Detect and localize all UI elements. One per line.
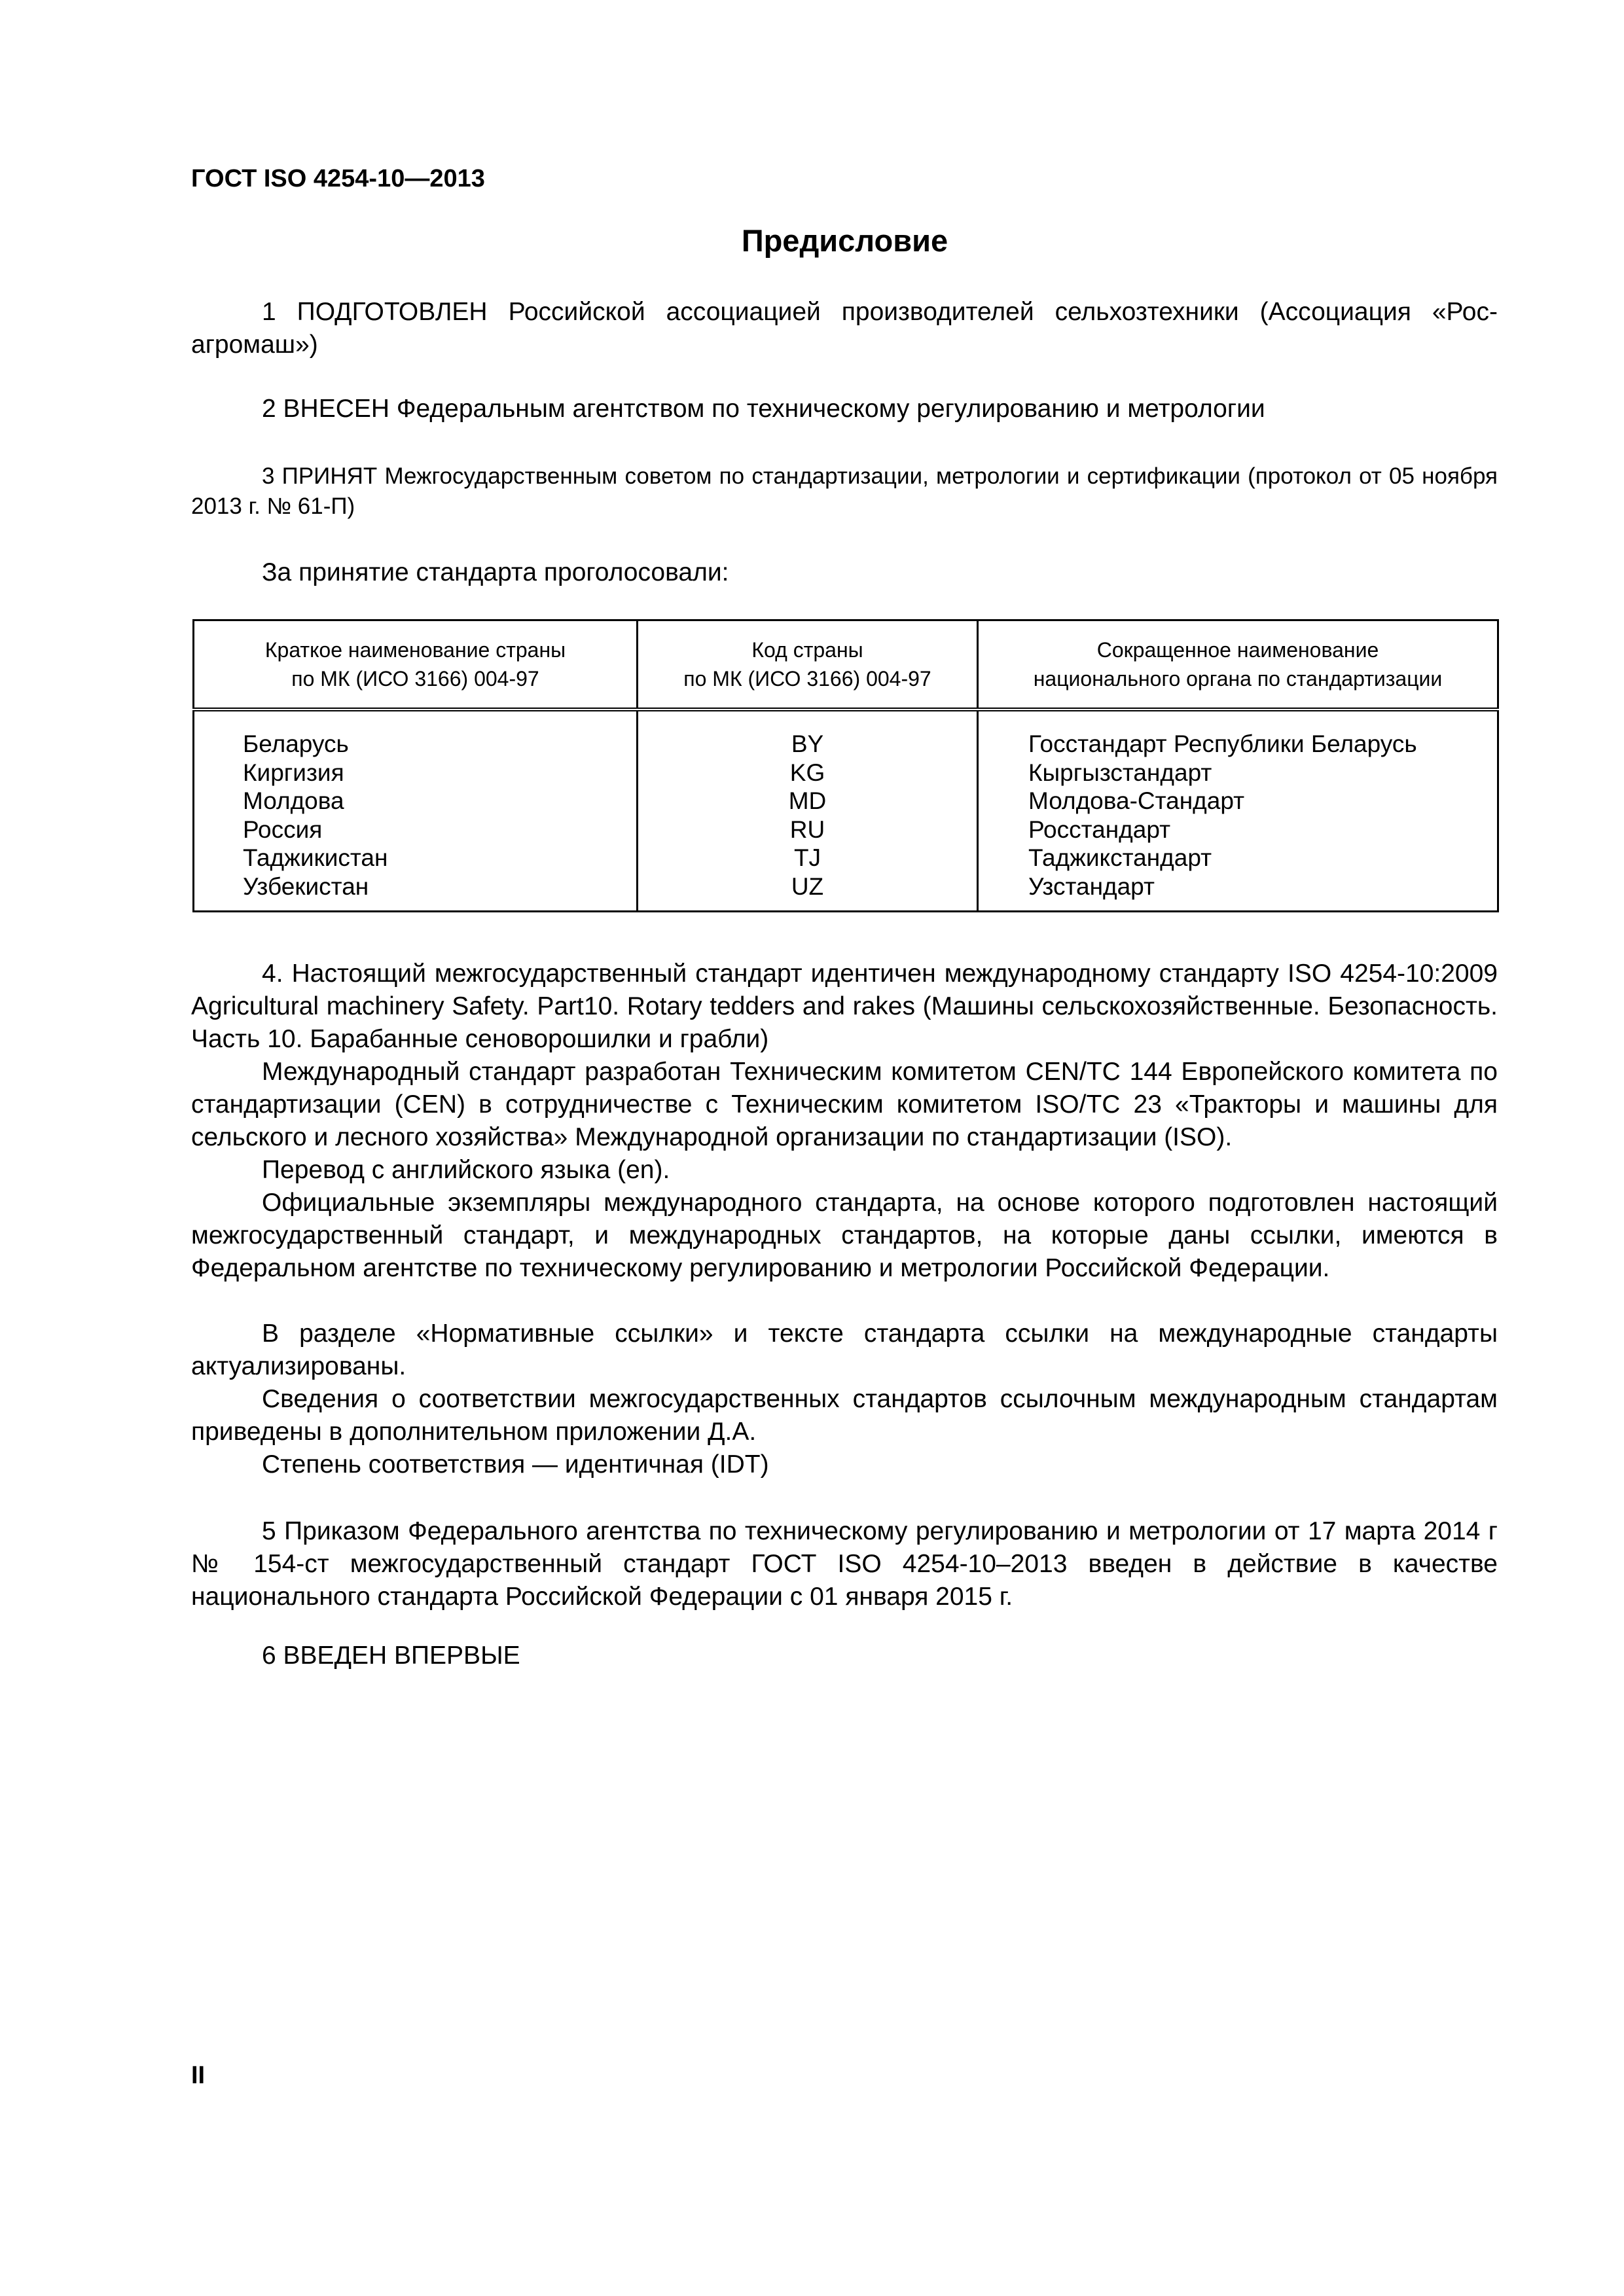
country-code: MD [788, 787, 827, 815]
country-name: Узбекистан [243, 872, 369, 900]
header-country-code-line2: по МК (ИСО 3166) 004-97 [683, 667, 931, 691]
header-country-name-line1: Краткое наименование страны [264, 638, 566, 662]
country-codes-cell [638, 709, 978, 911]
header-national-organ-line1: Сокращенное наименование [1096, 638, 1379, 662]
national-organ: Кыргызстандарт [1028, 759, 1212, 786]
country-name: Беларусь [243, 730, 349, 757]
header-national-organ-line2: национального органа по стандартизации [1033, 667, 1443, 691]
country-names-cell [194, 709, 638, 911]
document-code-header: ГОСТ ISO 4254-10—2013 [191, 165, 485, 192]
page-number: II [191, 2062, 206, 2089]
national-organ: Госстандарт Республики Беларусь [1028, 730, 1417, 757]
header-country-code [638, 620, 978, 710]
national-organ: Узстандарт [1028, 872, 1155, 900]
country-name: Киргизия [243, 759, 344, 786]
national-organ: Таджикстандарт [1028, 844, 1212, 872]
country-name: Молдова [243, 787, 344, 815]
item-1-prepared: 1 ПОДГОТОВЛЕН Российской ассоциацией производителей сельхозтехники (Ассоциация «Рос-агромаш») [191, 298, 1498, 359]
item-4-identity: 4. Настоящий межгосударственный стандарт идентичен международному стандарту ISO 4254-10:2009 Agricultural machinery Safety. Part10. Rotary tedders and rakes (Машины сельскохозяйственные. Безопасность. Часть 10. Барабанные сеноворошилки и грабли) [191, 960, 1498, 1053]
table-header-row [194, 620, 1498, 710]
header-national-organ [978, 620, 1498, 710]
item-4-degree: Степень соответствия — идентичная (IDT) [262, 1450, 769, 1479]
table-body-row [194, 709, 1498, 911]
item-2-introduced: 2 ВНЕСЕН Федеральным агентством по техническому регулированию и метрологии [262, 395, 1265, 423]
item-3-adopted: 3 ПРИНЯТ Межгосударственным советом по стандартизации, метрологии и сертификации (протокол от 05 ноября 2013 г. № 61-П) [191, 463, 1498, 519]
header-country-name [194, 620, 638, 710]
vote-intro: За принятие стандарта проголосовали: [262, 558, 729, 586]
national-organ: Молдова-Стандарт [1028, 787, 1245, 815]
page-title: Предисловие [741, 223, 948, 258]
country-code: KG [789, 759, 825, 786]
country-code: RU [789, 816, 825, 843]
country-name: Россия [243, 816, 323, 843]
item-4-references: В разделе «Нормативные ссылки» и тексте стандарта ссылки на международные стандарты актуализированы. [191, 1319, 1498, 1380]
item-4-translation: Перевод с английского языка (en). [262, 1156, 670, 1184]
country-code: TJ [793, 844, 821, 872]
item-4-developer: Международный стандарт разработан Техническим комитетом CEN/TC 144 Европейского комитета по стандартизации (CEN) в сотрудничестве с Техническим комитетом ISO/TC 23 «Тракторы и машины для сельского и лесного хозяйства» Международной организации по стандартизации (ISO). [191, 1058, 1498, 1151]
country-code: UZ [791, 872, 824, 900]
country-code: BY [791, 730, 824, 757]
item-4-conformity-info: Сведения о соответствии межгосударственных стандартов ссылочным международным стандартам приведены в дополнительном приложении Д.А. [191, 1385, 1498, 1446]
item-5-order: 5 Приказом Федерального агентства по техническому регулированию и метрологии от 17 марта 2014 г № 154-ст межгосударственный стандарт ГОСТ ISO 4254-10–2013 введен в действие в качестве национального стандарта Российской Федерации с 01 января 2015 г. [191, 1517, 1498, 1611]
member-states-table [192, 619, 1499, 912]
national-organs-cell [978, 709, 1498, 911]
header-country-code-line1: Код страны [751, 638, 863, 662]
item-4-official-copies: Официальные экземпляры международного стандарта, на основе которого подготовлен настоящий межгосударственный стандарт, и международных стандартов, на которые даны ссылки, имеются в Федеральном агентстве по техническому регулированию и метрологии Российской Федерации. [191, 1189, 1498, 1282]
country-name: Таджикистан [243, 844, 388, 872]
header-country-name-line2: по МК (ИСО 3166) 004-97 [291, 667, 539, 691]
national-organ: Росстандарт [1028, 816, 1171, 843]
item-6-first-introduced: 6 ВВЕДЕН ВПЕРВЫЕ [262, 1641, 520, 1670]
